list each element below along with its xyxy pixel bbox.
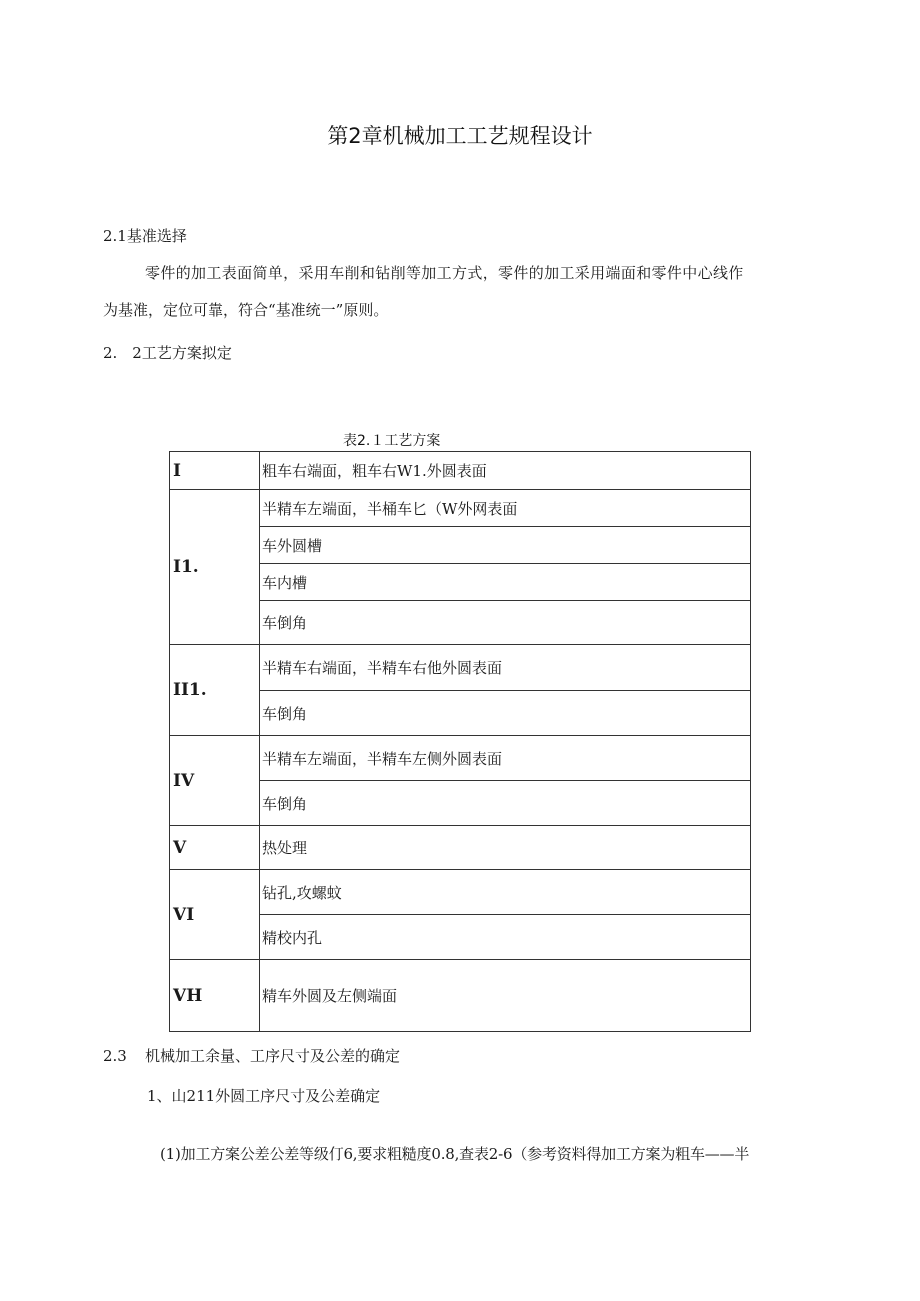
step-cell: V <box>170 826 260 870</box>
operation-cell: 半精车右端面，半精车右他外圆表面 <box>260 645 751 691</box>
step-cell: I1. <box>170 490 260 645</box>
section-2-1-para-line1: 零件的加工表面简单，采用车削和钻削等加工方式，零件的加工采用端面和零件中心线作 <box>145 264 744 282</box>
table-row <box>170 736 751 781</box>
table-row <box>170 490 751 527</box>
operation-cell: 车内槽 <box>260 564 751 601</box>
operation-cell: 车外圆槽 <box>260 527 751 564</box>
step-cell: IV <box>170 736 260 826</box>
section-2-3-item1: 1、山211外圆工序尺寸及公差确定 <box>147 1087 381 1105</box>
operation-cell: 车倒角 <box>260 691 751 736</box>
step-cell: VI <box>170 870 260 960</box>
operation-cell: 半精车左端面，半桶车匕（W外网表面 <box>260 490 751 527</box>
step-cell: II1. <box>170 645 260 736</box>
section-2-1-heading: 2.1基准选择 <box>103 227 187 245</box>
step-cell: VH <box>170 960 260 1032</box>
step-cell: I <box>170 452 260 490</box>
operation-cell: 精车外圆及左侧端面 <box>260 960 751 1032</box>
operation-cell: 粗车右端面，粗车右W1.外圆表面 <box>260 452 751 490</box>
chapter-title: 第2章机械加工工艺规程设计 <box>327 124 593 148</box>
operation-cell: 车倒角 <box>260 781 751 826</box>
table-row <box>170 826 751 870</box>
operation-cell: 车倒角 <box>260 601 751 645</box>
section-2-3-sub1: (1)加工方案公差公差等级仃6,要求粗糙度0.8,查表2-6（参考资料得加工方案为粗车——半 <box>160 1145 750 1163</box>
section-2-2-heading: 2. 2工艺方案拟定 <box>103 344 232 362</box>
process-plan-table <box>169 451 751 1032</box>
operation-cell: 半精车左端面，半精车左侧外圆表面 <box>260 736 751 781</box>
section-2-3-number: 2.3 <box>103 1047 127 1065</box>
operation-cell: 钻孔,攻螺蚊 <box>260 870 751 915</box>
operation-cell: 热处理 <box>260 826 751 870</box>
table-row <box>170 960 751 1032</box>
table-row <box>170 452 751 490</box>
section-2-1-para-line2: 为基准，定位可靠，符合“基准统一”原则。 <box>103 301 389 319</box>
table-row <box>170 870 751 915</box>
table-caption: 表2.１工艺方案 <box>343 433 441 449</box>
table-row <box>170 645 751 691</box>
operation-cell: 精校内孔 <box>260 915 751 960</box>
section-2-3-heading: 机械加工余量、工序尺寸及公差的确定 <box>145 1047 401 1065</box>
